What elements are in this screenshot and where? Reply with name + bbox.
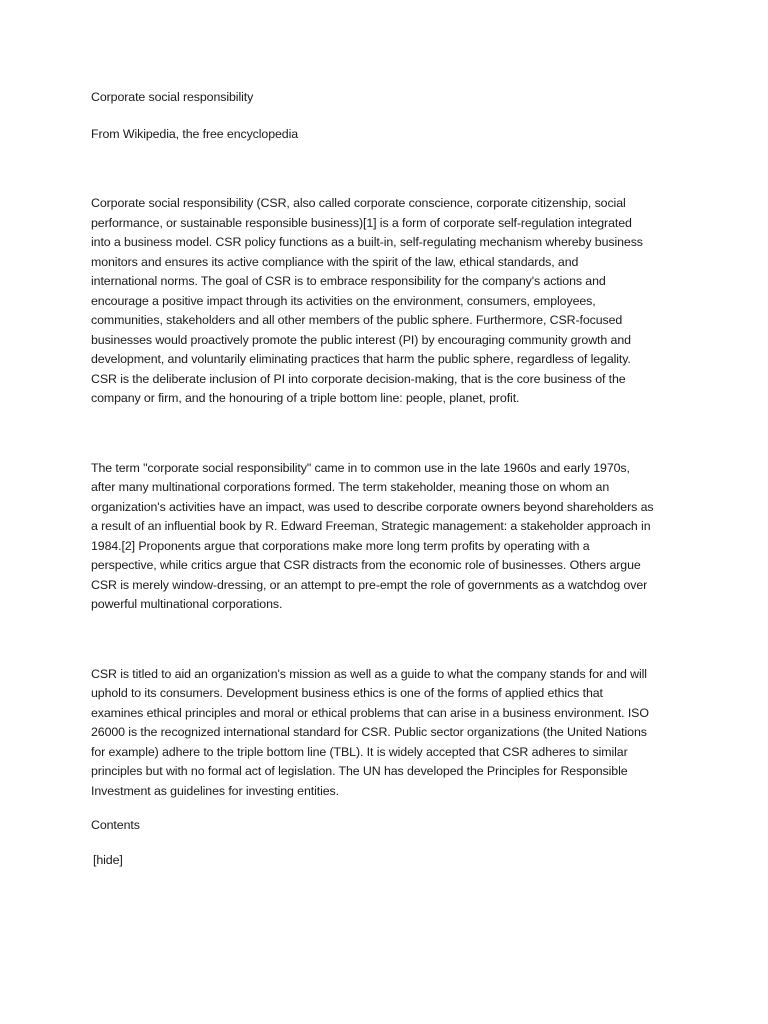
hide-toggle-link[interactable]: [hide] [93,852,123,867]
paragraph-2 [91,459,681,615]
paragraph-line: principles but with no formal act of legislation. The UN has developed the Principles for Responsible [91,764,628,778]
paragraph-line: examines ethical principles and moral or ethical problems that can arise in a business environment. ISO [91,705,649,720]
page-title: Corporate social responsibility [91,90,254,104]
page-subtitle: From Wikipedia, the free encyclopedia [91,126,299,141]
paragraph-line: Investment as guidelines for investing entities. [91,783,339,798]
paragraph-line: perspective, while critics argue that CSR distracts from the economic role of businesses. Others argue [91,558,641,572]
paragraph-1 [91,194,681,409]
paragraph-line: after many multinational corporations formed. The term stakeholder, meaning those on whom an [91,480,610,494]
paragraph-line: communities, stakeholders and all other members of the public sphere. Furthermore, CSR-focused [91,313,623,327]
document-page [91,88,681,870]
paragraph-line: Corporate social responsibility (CSR, also called corporate conscience, corporate citizenship, social [91,196,626,210]
paragraph-line: organization's activities have an impact, was used to describe corporate owners beyond shareholders as [91,499,654,514]
paragraph-line: 26000 is the recognized international standard for CSR. Public sector organizations (the United Nations [91,725,647,739]
paragraph-line: CSR is titled to aid an organization's mission as well as a guide to what the company stands for and will [91,666,647,681]
paragraph-line: for example) adhere to the triple bottom line (TBL). It is widely accepted that CSR adheres to similar [91,744,628,759]
contents-toggle [91,851,681,871]
paragraph-line: performance, or sustainable responsible business)[1] is a form of corporate self-regulation integrated [91,215,632,230]
paragraph-line: encourage a positive impact through its activities on the environment, consumers, employees, [91,293,596,308]
contents-heading: Contents [91,818,140,832]
paragraph-line: uphold to its consumers. Development business ethics is one of the forms of applied ethics that [91,686,603,700]
paragraph-line: CSR is the deliberate inclusion of PI into corporate decision-making, that is the core business of the [91,371,626,386]
paragraph-line: The term "corporate social responsibility" came in to common use in the late 1960s and early 1970s, [91,460,630,475]
paragraph-line: CSR is merely window-dressing, or an attempt to pre-empt the role of governments as a watchdog over [91,577,648,592]
paragraph-3 [91,665,681,802]
paragraph-line: company or firm, and the honouring of a triple bottom line: people, planet, profit. [91,391,520,405]
paragraph-line: international norms. The goal of CSR is to embrace responsibility for the company's actions and [91,274,606,288]
paragraph-line: monitors and ensures its active compliance with the spirit of the law, ethical standards, and [91,254,579,269]
paragraph-line: a result of an influential book by R. Edward Freeman, Strategic management: a stakeholder approach in [91,519,651,533]
paragraph-line: development, and voluntarily eliminating practices that harm the public sphere, regardless of legality. [91,352,631,366]
paragraph-line: into a business model. CSR policy functions as a built-in, self-regulating mechanism whereby business [91,235,643,249]
paragraph-line: 1984.[2] Proponents argue that corporations make more long term profits by operating with a [91,538,590,553]
paragraph-line: businesses would proactively promote the public interest (PI) by encouraging community growth and [91,332,631,347]
paragraph-line: powerful multinational corporations. [91,597,283,611]
